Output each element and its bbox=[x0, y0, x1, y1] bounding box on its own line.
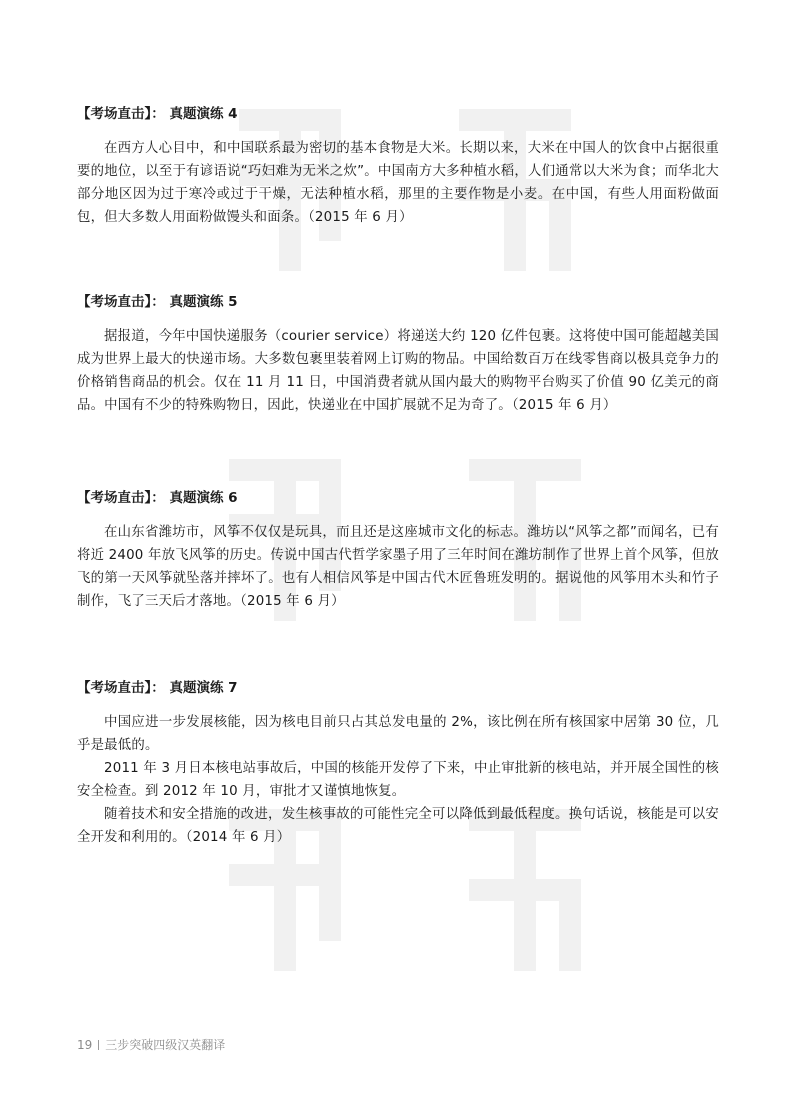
footer-divider bbox=[98, 1040, 99, 1050]
section-heading: 【考场直击】： 真题演练 4 bbox=[77, 106, 238, 122]
exercise-section-5 bbox=[77, 292, 719, 417]
section-paragraph: 在西方人心目中，和中国联系最为密切的基本食物是大米。长期以来，大米在中国人的饮食中占据很重要的地位，以至于有谚语说“巧妇难为无米之炊”。中国南方大多种植水稻，人们通常以大米为食；而华北大部分地区因为过于寒冷或过于干燥，无法种植水稻，那里的主要作物是小麦。在中国，有些人用面粉做面包，但大多数人用面粉做馒头和面条。（2015 年 6 月） bbox=[77, 141, 719, 225]
exercise-section-4 bbox=[77, 104, 719, 229]
page-footer bbox=[77, 1036, 225, 1053]
section-paragraph: 在山东省潍坊市，风筝不仅仅是玩具，而且还是这座城市文化的标志。潍坊以“风筝之都”而闻名，已有将近 2400 年放飞风筝的历史。传说中国古代哲学家墨子用了三年时间在潍坊制作了世界上首个风筝，但放飞的第一天风筝就坠落并摔坏了。也有人相信风筝是中国古代木匠鲁班发明的。据说他的风筝用木头和竹子制作，飞了三天后才落地。（2015 年 6 月） bbox=[77, 525, 719, 609]
section-heading: 【考场直击】： 真题演练 5 bbox=[77, 294, 238, 310]
section-paragraph: 随着技术和安全措施的改进，发生核事故的可能性完全可以降低到最低程度。换句话说，核能是可以安全开发和利用的。（2014 年 6 月） bbox=[77, 807, 719, 845]
book-title: 三步突破四级汉英翻译 bbox=[105, 1038, 226, 1052]
page-number: 19 bbox=[77, 1038, 93, 1052]
exercise-section-6 bbox=[77, 488, 719, 613]
section-heading: 【考场直击】： 真题演练 7 bbox=[77, 680, 238, 696]
section-paragraph: 2011 年 3 月日本核电站事故后，中国的核能开发停了下来，中止审批新的核电站，并开展全国性的核安全检查。到 2012 年 10 月，审批才又谨慎地恢复。 bbox=[77, 761, 719, 799]
exercise-section-7 bbox=[77, 678, 719, 849]
section-paragraph: 据报道，今年中国快递服务（courier service）将递送大约 120 亿件包裹。这将使中国可能超越美国成为世界上最大的快递市场。大多数包裹里装着网上订购的物品。中国给数百万在线零售商以极具竞争力的价格销售商品的机会。仅在 11 月 11 日，中国消费者就从国内最大的购物平台购买了价值 90 亿美元的商品。中国有不少的特殊购物日，因此，快递业在中国扩展就不足为奇了。（2015 年 6 月） bbox=[77, 329, 719, 413]
section-heading: 【考场直击】： 真题演练 6 bbox=[77, 490, 238, 506]
section-paragraph: 中国应进一步发展核能，因为核电目前只占其总发电量的 2%，该比例在所有核国家中居第 30 位，几乎是最低的。 bbox=[77, 715, 719, 753]
